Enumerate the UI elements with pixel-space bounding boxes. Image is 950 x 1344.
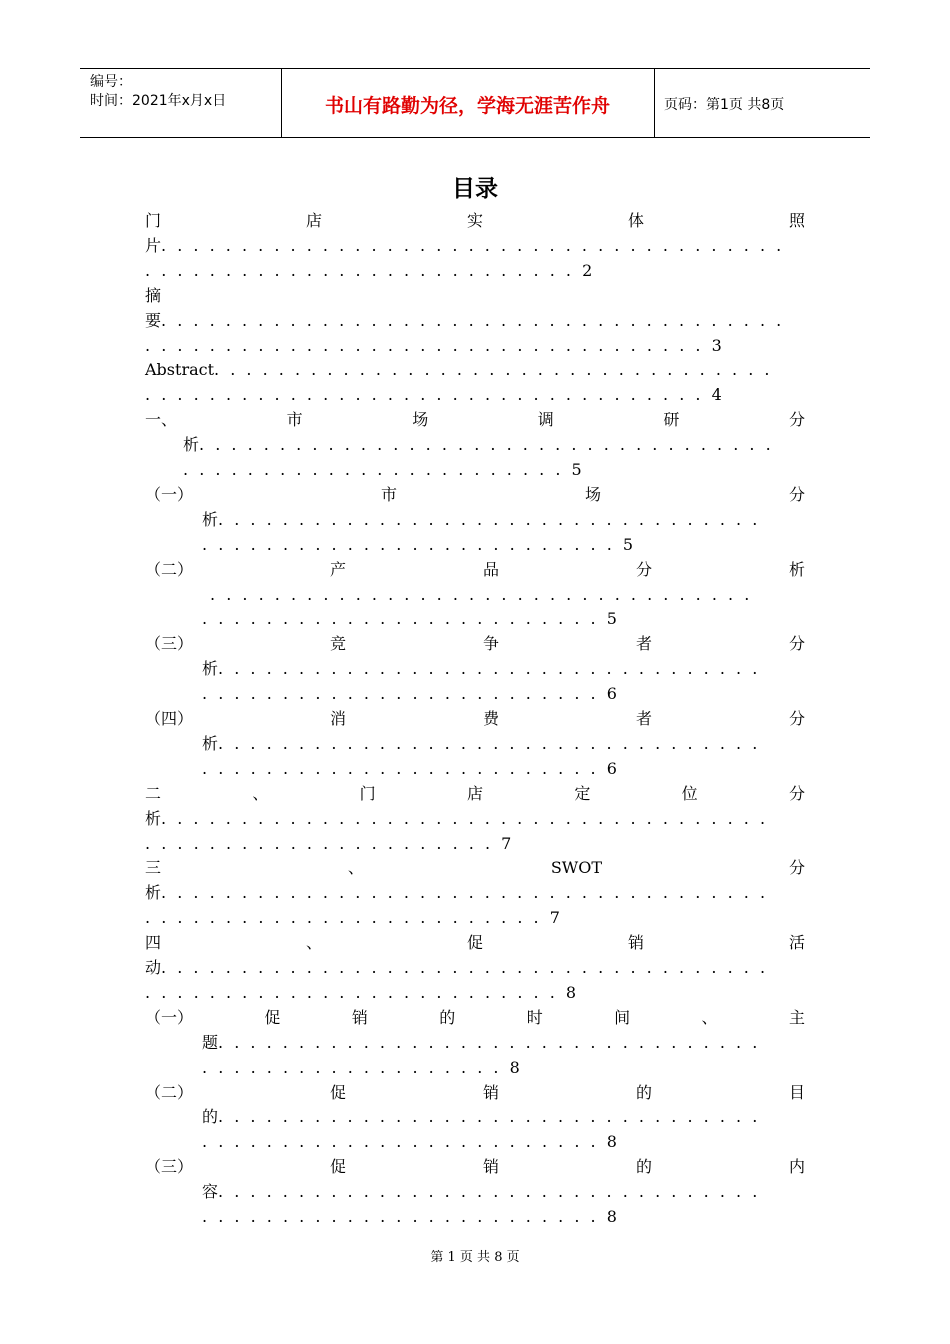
toc-entry-title-part: 销 <box>482 1082 499 1102</box>
toc-entry-line <box>145 955 776 980</box>
toc-entry-title-part: 场 <box>584 484 601 504</box>
toc-entry-title-line <box>145 631 805 656</box>
toc-page-number: 8 <box>606 1207 617 1226</box>
leader-dots: . . . . . . . . . . . . . . . . . . . . . . . . . . 8 <box>145 983 582 1002</box>
toc-entry-title-part: 活 <box>788 933 805 953</box>
header-table <box>80 68 870 138</box>
toc-entry-line <box>145 308 792 333</box>
page-title: 目录 <box>452 176 498 202</box>
toc-entry-title-part: 实 <box>466 211 483 230</box>
toc-entry-title-part: 店 <box>305 211 322 230</box>
toc-entry-title-part: 一、 <box>145 410 178 430</box>
toc-entry-title-part: 市 <box>286 410 303 430</box>
toc-page-number: 8 <box>606 1132 617 1152</box>
toc-page-number: 4 <box>711 385 722 405</box>
toc-entry-title-part: 分 <box>788 410 805 430</box>
toc-entry-title-part: 分 <box>788 634 805 654</box>
toc-entry-title-line <box>145 855 805 880</box>
toc-entry-line <box>202 731 768 756</box>
leader-dots: . . . . . . . . . . . . . . . . . . . . . . . . . . 5 <box>202 535 639 554</box>
toc-page-number: 5 <box>606 609 617 629</box>
toc-entry-title-part: 要 <box>145 310 162 330</box>
leader-dots: . . . . . . . . . . . . . . . . . . . . . . . . . 6 <box>202 684 623 703</box>
toc-entry-title-part: （一） <box>145 1007 194 1027</box>
toc-entry-title-part: 动 <box>145 958 162 977</box>
toc-entry-title-part: SWOT <box>550 858 603 878</box>
toc-entry-title-part: 析 <box>788 559 805 579</box>
toc-page-number: 3 <box>711 335 722 355</box>
toc-entry-title-part: 容 <box>202 1182 219 1202</box>
toc-entry-title-part: 的 <box>202 1107 219 1127</box>
toc-entry-title-part: 店 <box>466 783 483 803</box>
toc-entry-title-part: （四） <box>145 709 194 728</box>
leader-dots: . . . . . . . . . . . . . . . . . . . . . . . . . . . . . . . . . . . 3 <box>145 336 728 355</box>
toc-entry-title-part: 促 <box>264 1007 281 1027</box>
toc-entry-line <box>145 831 517 856</box>
toc-entry-title-part: （三） <box>145 634 194 654</box>
leader-dots: . . . . . . . . . . . . . . . . . . . . . . . . 5 <box>183 460 588 479</box>
toc-entry-line <box>202 681 623 706</box>
header-divider <box>654 69 655 137</box>
leader-dots: . . . . . . . . . . . . . . . . . . . . . . . . . . . . . . . . . . <box>210 584 750 604</box>
header-motto: 书山有路勤为径，学海无涯苦作舟 <box>324 95 610 117</box>
toc-entry-title-part: 间 <box>614 1007 631 1027</box>
toc-entry-line <box>145 806 776 831</box>
toc-entry-title-part: 分 <box>788 783 805 803</box>
toc-entry-title-part: 市 <box>380 484 397 504</box>
leader-dots: . . . . . . . . . . . . . . . . . . . . . . . . . . . . . . . . . . . . . . <box>161 958 766 977</box>
toc-entry-title-part: 分 <box>635 559 652 579</box>
toc-entry-line <box>202 507 768 532</box>
toc-entry-title-part: 销 <box>351 1007 368 1027</box>
toc-entry-title: Abstract <box>145 360 215 380</box>
leader-dots: . . . . . . . . . . . . . . . . . . . 8 <box>202 1058 526 1077</box>
toc-entry-title-part: 产 <box>329 559 346 579</box>
toc-entry-line <box>145 333 728 358</box>
toc-entry-title-line <box>145 557 805 582</box>
toc-entry-title-part: 费 <box>482 709 499 728</box>
header-left-cell <box>90 73 226 111</box>
leader-dots: . . . . . . . . . . . . . . . . . . . . . . . . . . . . . . . . . . . . . . . <box>161 310 782 330</box>
toc-entry-title-part: 析 <box>145 883 162 903</box>
toc-entry-title-part: 促 <box>466 933 483 953</box>
toc-entry-title-line <box>145 706 805 731</box>
leader-dots: . . . . . . . . . . . . . . . . . . . . . . . . . 8 <box>202 1132 623 1151</box>
toc-entry-title-part: 二 <box>145 783 162 803</box>
leader-dots: . . . . . . . . . . . . . . . . . . . . . . . . . 5 <box>202 609 623 628</box>
toc-entry-title-line <box>145 1005 805 1030</box>
toc-entry-title-part: 四 <box>145 933 162 953</box>
toc-entry-line <box>202 532 639 557</box>
time-label: 时间：2021年x月x日 <box>90 93 227 109</box>
leader-dots: . . . . . . . . . . . . . . . . . . . . . . . . . . . . . . . . . . . . <box>199 435 771 455</box>
toc-entry-line <box>145 357 781 382</box>
toc-page-number: 7 <box>549 908 560 928</box>
toc-entry-title-part: 的 <box>439 1007 456 1027</box>
leader-dots: . . . . . . . . . . . . . . . . . . . . . . . . . 8 <box>202 1207 623 1226</box>
toc-entry-title-part: 促 <box>329 1082 346 1102</box>
toc-entry-title-line <box>145 781 805 806</box>
leader-dots: . . . . . . . . . . . . . . . . . . . . . . . . . . . . . . . . . . . . . . . <box>161 235 782 255</box>
toc-entry-line <box>145 258 598 283</box>
header-page-info: 页码：第1页 共8页 <box>664 97 785 113</box>
toc-entry-title-part: 分 <box>788 484 805 504</box>
toc-entry-line <box>202 1055 526 1080</box>
toc-entry-title-part: 门 <box>359 783 376 803</box>
toc-entry-title-part: 、 <box>305 933 322 953</box>
leader-dots: . . . . . . . . . . . . . . . . . . . . . . 7 <box>145 834 517 853</box>
toc-entry-title-part: （二） <box>145 559 194 579</box>
toc-entry-title-line <box>145 482 805 507</box>
toc-entry-title-part: 体 <box>627 211 644 230</box>
toc-entry-title-part: 品 <box>482 559 499 579</box>
toc-entry-title-part: 销 <box>627 933 644 953</box>
toc-entry-title-part: 析 <box>145 808 162 828</box>
number-label: 编号： <box>90 74 132 90</box>
toc-page-number: 8 <box>565 982 577 1002</box>
toc-entry-title-part: 的 <box>635 1157 652 1177</box>
leader-dots: . . . . . . . . . . . . . . . . . . . . . . . . . . . . . . . . . . <box>218 659 758 679</box>
toc-entry-line <box>145 980 582 1005</box>
toc-entry-title-part: （一） <box>145 484 194 504</box>
toc-page-number: 6 <box>606 684 617 704</box>
leader-dots: . . . . . . . . . . . . . . . . . . . . . . . . . . . . . . . . . . <box>218 1107 758 1127</box>
leader-dots: . . . . . . . . . . . . . . . . . . . . . . . . . . . . . . . . . . <box>218 509 758 529</box>
toc-entry-line <box>145 905 566 930</box>
toc-entry-title-part: 内 <box>788 1157 805 1177</box>
toc-entry-line <box>202 1030 768 1055</box>
toc-entry-title-line <box>145 208 805 233</box>
toc-entry-title-part: 定 <box>574 783 591 803</box>
toc-entry-title-part: 照 <box>788 211 805 230</box>
leader-dots: . . . . . . . . . . . . . . . . . . . . . . . . . . . . . . . . . . . 4 <box>145 385 728 404</box>
toc-entry-title-part: 位 <box>681 783 698 803</box>
toc-entry-title-part: 调 <box>537 410 554 430</box>
toc-entry-line <box>202 1179 768 1204</box>
toc-entry-title-part: 析 <box>183 435 200 455</box>
toc-entry-title-part: 时 <box>526 1007 543 1027</box>
toc-page-number: 2 <box>582 260 593 280</box>
leader-dots: . . . . . . . . . . . . . . . . . . . . . . . . . . . . . . . . . . . . . . <box>161 808 766 828</box>
toc-entry-title-part: 争 <box>482 634 499 654</box>
toc-entry-title-line <box>145 930 805 955</box>
toc-entry-title-line <box>145 1154 805 1179</box>
toc-entry-line <box>202 756 623 781</box>
toc-page-number: 6 <box>606 758 617 778</box>
toc-entry-title-line <box>145 407 805 432</box>
toc-entry-line <box>202 656 768 681</box>
toc-entry-title-part: 析 <box>202 659 219 679</box>
toc-entry-title-part: 三 <box>145 858 162 878</box>
toc-entry-title-part: 析 <box>202 509 219 529</box>
toc-entry-line <box>202 582 760 607</box>
toc-entry-title-part: （二） <box>145 1082 194 1102</box>
toc-entry-title-part: 的 <box>635 1082 652 1102</box>
leader-dots: . . . . . . . . . . . . . . . . . . . . . . . . . 7 <box>145 908 566 927</box>
toc-entry-title-part: 分 <box>788 709 805 728</box>
toc-entry-line <box>202 1104 768 1129</box>
leader-dots: . . . . . . . . . . . . . . . . . . . . . . . . . . . . . . . . . . <box>218 733 758 753</box>
toc-entry-title-part: 消 <box>329 709 346 728</box>
toc-entry-title-part: 、 <box>252 783 269 803</box>
toc-entry-title-part: 目 <box>788 1082 805 1102</box>
toc-page-number: 5 <box>571 460 582 479</box>
toc-entry-title-part: 促 <box>329 1157 346 1177</box>
leader-dots: . . . . . . . . . . . . . . . . . . . . . . . . . . . 2 <box>145 261 598 280</box>
toc-entry-title-part: 摘 <box>145 285 162 305</box>
toc-entry-line <box>145 233 792 258</box>
toc-entry-title-part: 竞 <box>329 634 346 654</box>
toc-entry-title-part: 片 <box>145 235 162 255</box>
toc-entry-title-line <box>145 1080 805 1105</box>
page-footer: 第 1 页 共 8 页 <box>430 1250 520 1265</box>
toc-entry-line <box>183 432 782 457</box>
toc-entry-title-part: （三） <box>145 1157 194 1177</box>
toc-page-number: 5 <box>622 534 634 554</box>
toc-page-number: 7 <box>501 833 512 853</box>
toc-entry-line <box>202 606 623 631</box>
toc-entry-title-part: 销 <box>482 1157 499 1177</box>
toc-entry-line <box>202 1204 623 1229</box>
toc-entry-title-part: 、 <box>701 1007 718 1027</box>
toc-entry-title-part: 者 <box>635 709 652 728</box>
leader-dots: . . . . . . . . . . . . . . . . . . . . . . . . . . . . . . . . . . <box>218 1182 758 1202</box>
toc-entry-line <box>145 382 728 407</box>
toc-entry-line <box>183 457 588 482</box>
toc-entry-title-part: 、 <box>347 858 364 878</box>
toc-entry-line <box>145 880 776 905</box>
toc-entry-title-part: 主 <box>788 1007 805 1027</box>
toc-page-number: 8 <box>509 1057 520 1077</box>
toc-entry-title-part: 题 <box>202 1032 219 1052</box>
toc-entry-title-line <box>145 283 805 308</box>
leader-dots: . . . . . . . . . . . . . . . . . . . . . . . . . 6 <box>202 759 623 778</box>
toc-entry-line <box>202 1129 623 1154</box>
toc-entry-title-part: 析 <box>202 733 219 753</box>
leader-dots: . . . . . . . . . . . . . . . . . . . . . . . . . . . . . . . . . . . . . . <box>161 883 766 903</box>
toc-entry-title-part: 门 <box>145 211 162 230</box>
leader-dots: . . . . . . . . . . . . . . . . . . . . . . . . . . . . . . . . . . . <box>214 360 770 380</box>
toc-entry-title-part: 分 <box>788 858 805 878</box>
toc-entry-title-part: 场 <box>412 410 429 430</box>
toc-entry-title-part: 者 <box>635 634 652 654</box>
toc-entry-title-part: 研 <box>663 410 680 430</box>
leader-dots: . . . . . . . . . . . . . . . . . . . . . . . . . . . . . . . . . . <box>218 1032 758 1052</box>
